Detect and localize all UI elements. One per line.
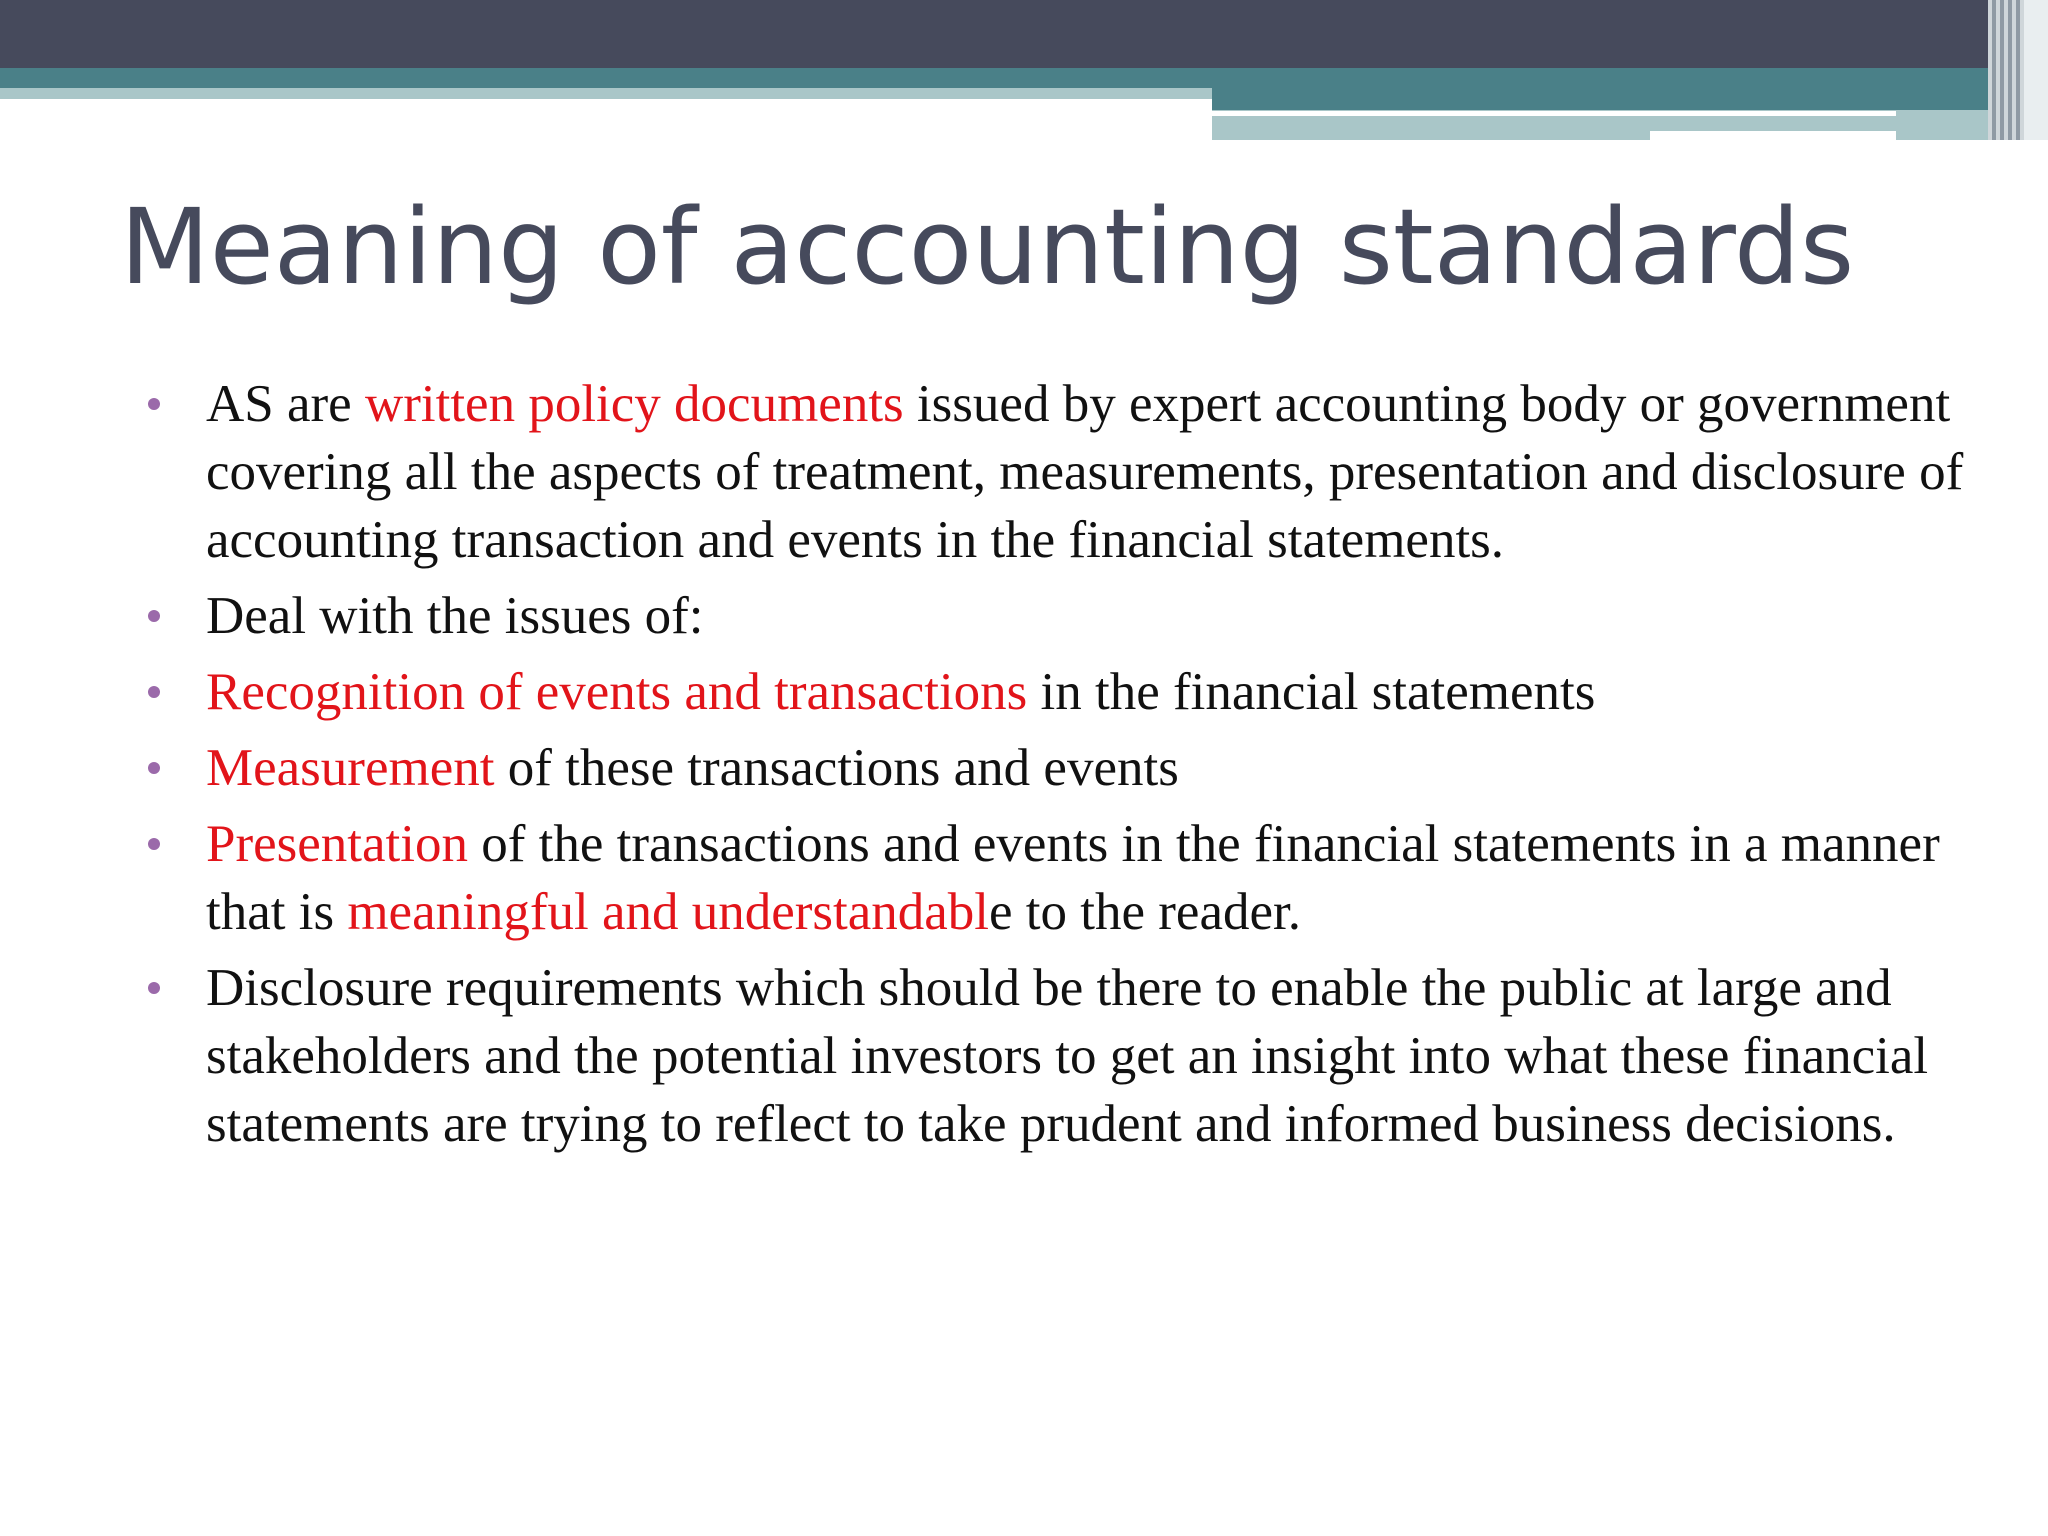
bullet-item [140,810,2010,946]
bullet-segment: of these transactions and events [494,739,1179,797]
slide-title: Meaning of accounting standards [120,186,1855,308]
bullet-dot-icon [148,610,160,622]
bullet-segment: Deal with the issues of: [206,587,704,645]
bullet-dot-icon [148,982,160,994]
bullet-segment: issued by expert accounting body or government covering all the aspects of treatment, measurements, presentation and disclosure of accounting transaction and events in the financial statements. [206,375,1964,569]
bullet-item [140,734,2010,802]
header-divider-line-short [1650,131,1896,140]
bullet-text [206,739,1179,797]
bullet-highlight: written policy documents [364,375,904,433]
header-band-right-block [1212,88,2048,110]
bullet-highlight: Measurement [206,739,495,797]
bullet-segment: e to the reader. [989,883,1301,941]
bullet-dot-icon [148,686,160,698]
bullet-item [140,954,2010,1158]
bullet-text [206,375,1963,569]
bullet-highlight: meaningful and understandabl [347,883,990,941]
bullet-segment: in the financial statements [1027,663,1596,721]
bullet-segment: AS are [206,375,365,433]
bullet-text [206,587,704,645]
bullet-text [206,815,1940,941]
header-edge-stripes-inner [2024,0,2048,140]
bullet-dot-icon [148,762,160,774]
bullet-segment: of the transactions and events in the financial statements in a manner that is [206,815,1940,941]
bullet-list [140,370,2010,1166]
header-divider-line [1212,111,1896,116]
header-band-teal [0,68,2048,88]
bullet-dot-icon [148,838,160,850]
bullet-segment: Disclosure requirements which should be there to enable the public at large and stakeholders and the potential investors to get an insight into what these financial statements are trying to reflect to take prudent and informed business decisions. [206,959,1929,1153]
header-band-dark [0,0,2048,68]
bullet-highlight: Presentation [206,815,468,873]
header-band-light [0,88,1212,99]
bullet-item [140,370,2010,574]
bullet-dot-icon [148,398,160,410]
bullet-text [206,959,1928,1153]
bullet-text [206,663,1595,721]
bullet-highlight: Recognition of events and transactions [206,663,1028,721]
bullet-item [140,582,2010,650]
bullet-item [140,658,2010,726]
